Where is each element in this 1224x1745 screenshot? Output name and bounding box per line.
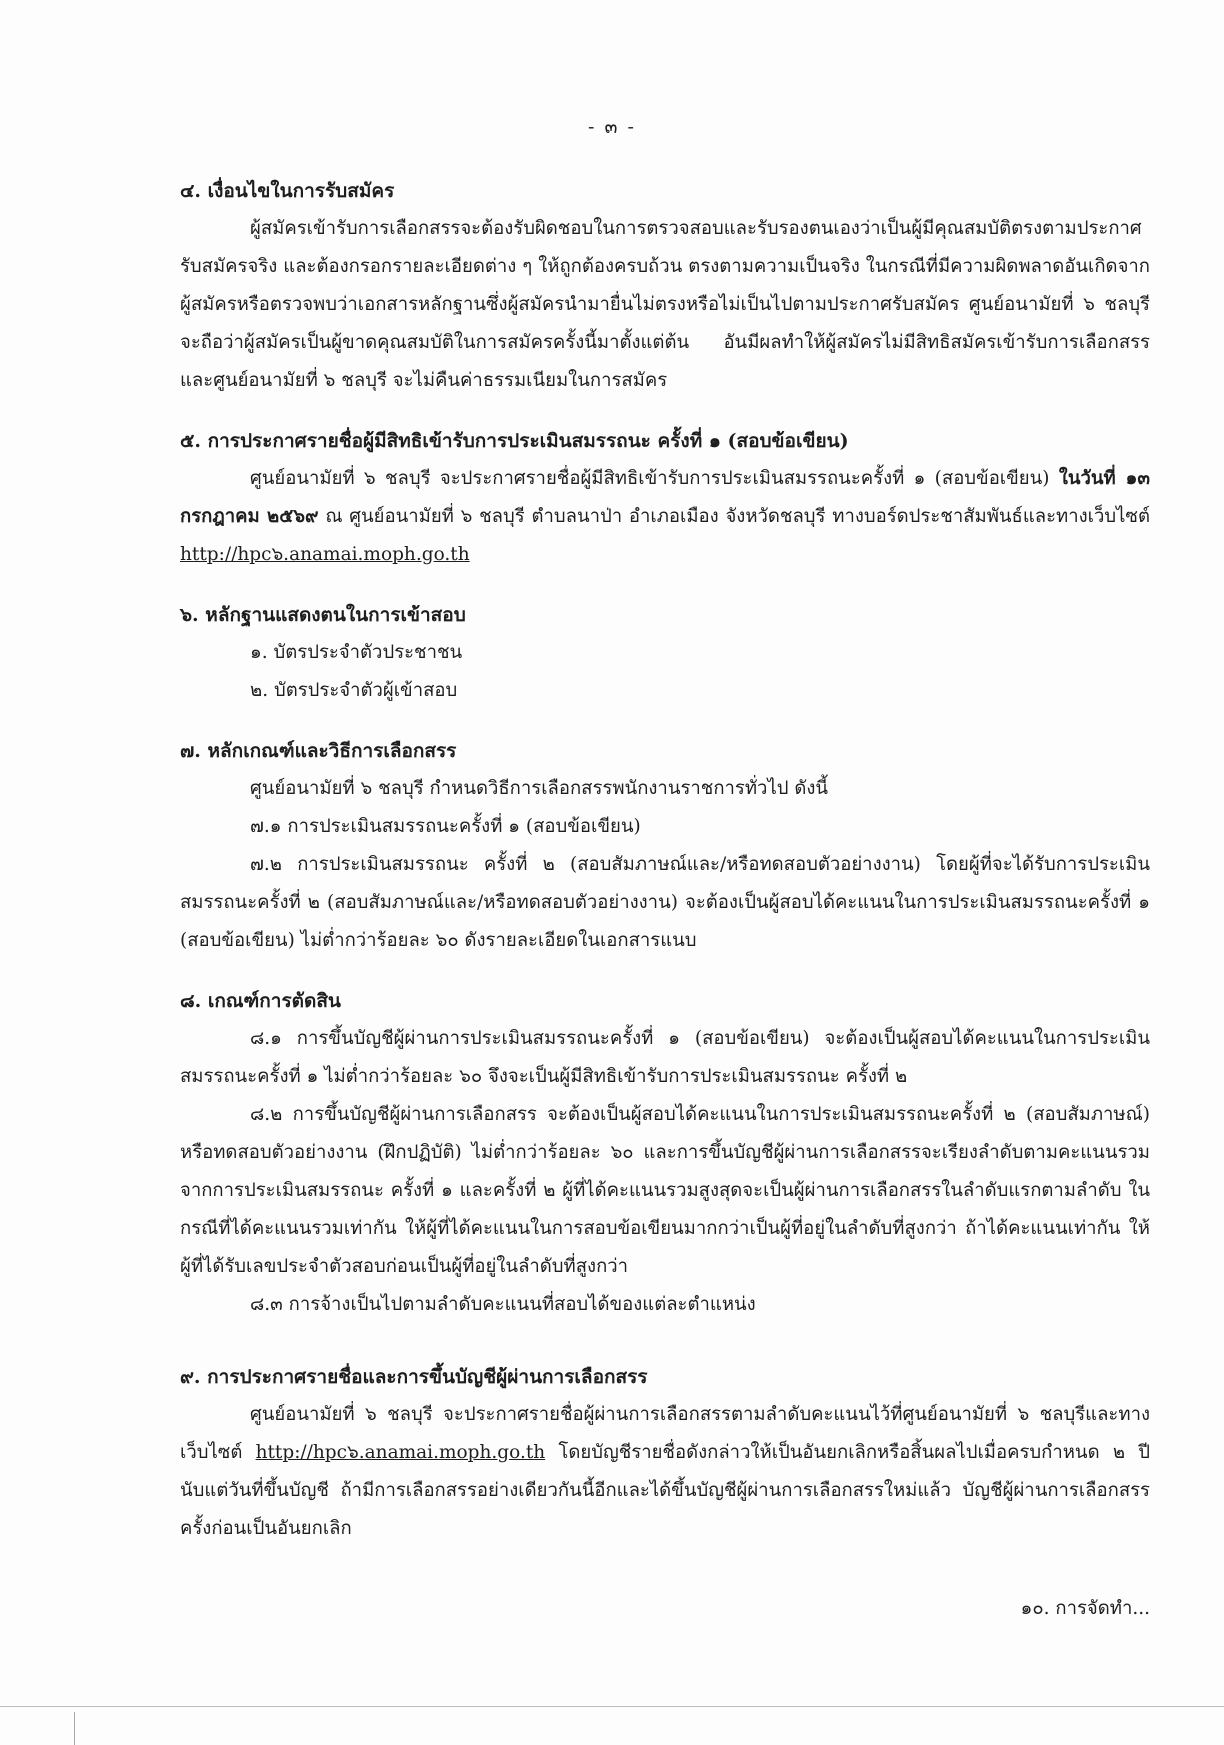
section-5-paragraph bbox=[180, 460, 1150, 574]
section-8-item-3: ๘.๓ การจ้างเป็นไปตามลำดับคะแนนที่สอบได้ของแต่ละตำแหน่ง bbox=[250, 1294, 756, 1315]
section-5 bbox=[180, 422, 1150, 574]
section-9-text-end: โดยบัญชีรายชื่อดังกล่าวให้เป็นอันยกเลิกหรือสิ้นผลไปเมื่อครบกำหนด ๒ ปี นับแต่วันที่ขึ้นบัญชี ถ้ามีการเลือกสรรอย่างเดียวกันนี้อีกและได้ขึ้นบัญชีผู้ผ่านการเลือกสรรใหม่แล้ว บัญชีผู้ผ่านการเลือกสรรครั้งก่อนเป็นอันยกเลิก bbox=[180, 1442, 1150, 1539]
page-number: - ๓ - bbox=[588, 116, 636, 138]
section-7 bbox=[180, 732, 1150, 960]
section-8-item-1: ๘.๑ การขึ้นบัญชีผู้ผ่านการประเมินสมรรถนะครั้งที่ ๑ (สอบข้อเขียน) จะต้องเป็นผู้สอบได้คะแนนในการประเมินสมรรถนะครั้งที่ ๑ ไม่ต่ำกว่าร้อยละ ๖๐ จึงจะเป็นผู้มีสิทธิเข้ารับการประเมินสมรรถนะ ครั้งที่ ๒ bbox=[180, 1028, 1150, 1087]
section-9 bbox=[180, 1358, 1150, 1548]
section-8-item-2: ๘.๒ การขึ้นบัญชีผู้ผ่านการเลือกสรร จะต้องเป็นผู้สอบได้คะแนนในการประเมินสมรรถนะครั้งที่ ๒ (สอบสัมภาษณ์) หรือทดสอบตัวอย่างงาน (ฝึกปฏิบัติ) ไม่ต่ำกว่าร้อยละ ๖๐ และการขึ้นบัญชีผู้ผ่านการเลือกสรรจะเรียงลำดับตามคะแนนรวมจากการประเมินสมรรถนะ ครั้งที่ ๑ และครั้งที่ ๒ ผู้ที่ได้คะแนนรวมสูงสุดจะเป็นผู้ผ่านการเลือกสรรในลำดับแรกตามลำดับ ในกรณีที่ได้คะแนนรวมเท่ากัน ให้ผู้ที่ได้คะแนนในการสอบข้อเขียนมากกว่าเป็นผู้ที่อยู่ในลำดับที่สูงกว่า ถ้าได้คะแนนเท่ากัน ให้ผู้ที่ได้รับเลขประจำตัวสอบก่อนเป็นผู้ที่อยู่ในลำดับที่สูงกว่า bbox=[180, 1104, 1150, 1277]
website-link[interactable]: http://hpc๖.anamai.moph.go.th bbox=[180, 544, 470, 565]
section-8 bbox=[180, 982, 1150, 1324]
section-6 bbox=[180, 596, 1150, 710]
section-9-paragraph bbox=[180, 1396, 1150, 1548]
continued-next-page: ๑๐. การจัดทำ... bbox=[1020, 1598, 1150, 1619]
section-5-text-mid: ณ ศูนย์อนามัยที่ ๖ ชลบุรี ตำบลนาป่า อำเภอเมือง จังหวัดชลบุรี ทางบอร์ดประชาสัมพันธ์และทางเว็บไซต์ bbox=[318, 506, 1150, 527]
section-7-item-2: ๗.๒ การประเมินสมรรถนะ ครั้งที่ ๒ (สอบสัมภาษณ์และ/หรือทดสอบตัวอย่างงาน) โดยผู้ที่จะได้รับการประเมินสมรรถนะครั้งที่ ๒ (สอบสัมภาษณ์และ/หรือทดสอบตัวอย่างงาน) จะต้องเป็นผู้สอบได้คะแนนในการประเมินสมรรถนะครั้งที่ ๑ (สอบข้อเขียน) ไม่ต่ำกว่าร้อยละ ๖๐ ดังรายละเอียดในเอกสารแนบ bbox=[180, 854, 1150, 951]
list-item: ๑. บัตรประจำตัวประชาชน bbox=[250, 642, 463, 663]
list-item: ๒. บัตรประจำตัวผู้เข้าสอบ bbox=[250, 680, 458, 701]
document-body bbox=[180, 172, 1150, 1548]
section-4-paragraph: ผู้สมัครเข้ารับการเลือกสรรจะต้องรับผิดชอบในการตรวจสอบและรับรองตนเองว่าเป็นผู้มีคุณสมบัติตรงตามประกาศรับสมัครจริง และต้องกรอกรายละเอียดต่าง ๆ ให้ถูกต้องครบถ้วน ตรงตามความเป็นจริง ในกรณีที่มีความผิดพลาดอันเกิดจากผู้สมัครหรือตรวจพบว่าเอกสารหลักฐานซึ่งผู้สมัครนำมายื่นไม่ตรงหรือไม่เป็นไปตามประกาศรับสมัคร ศูนย์อนามัยที่ ๖ ชลบุรี จะถือว่าผู้สมัครเป็นผู้ขาดคุณสมบัติในการสมัครครั้งนี้มาตั้งแต่ต้น อันมีผลทำให้ผู้สมัครไม่มีสิทธิสมัครเข้ารับการเลือกสรรและศูนย์อนามัยที่ ๖ ชลบุรี จะไม่คืนค่าธรรมเนียมในการสมัคร bbox=[180, 218, 1150, 391]
section-9-text-start: ศูนย์อนามัยที่ ๖ ชลบุรี จะประกาศรายชื่อผู้ผ่านการเลือกสรรตามลำดับคะแนนไว้ที่ศูนย์อนามัยที่ ๖ ชลบุรีและทางเว็บไซต์ bbox=[180, 1404, 1150, 1463]
website-link[interactable]: http://hpc๖.anamai.moph.go.th bbox=[255, 1442, 546, 1463]
section-4-heading: ๔. เงื่อนไขในการรับสมัคร bbox=[180, 180, 395, 202]
section-4 bbox=[180, 172, 1150, 400]
section-8-heading: ๘. เกณฑ์การตัดสิน bbox=[180, 990, 341, 1012]
section-5-text-start: ศูนย์อนามัยที่ ๖ ชลบุรี จะประกาศรายชื่อผู้มีสิทธิเข้ารับการประเมินสมรรถนะครั้งที่ ๑ (สอบข้อเขียน) bbox=[250, 468, 1059, 489]
scan-edge-mark bbox=[74, 1712, 75, 1745]
section-6-heading: ๖. หลักฐานแสดงตนในการเข้าสอบ bbox=[180, 604, 466, 626]
section-7-heading: ๗. หลักเกณฑ์และวิธีการเลือกสรร bbox=[180, 740, 457, 762]
section-7-intro: ศูนย์อนามัยที่ ๖ ชลบุรี กำหนดวิธีการเลือกสรรพนักงานราชการทั่วไป ดังนี้ bbox=[250, 778, 829, 799]
section-7-item-1: ๗.๑ การประเมินสมรรถนะครั้งที่ ๑ (สอบข้อเขียน) bbox=[250, 816, 641, 837]
announcement-date: ในวันที่ ๑๓ กรกฎาคม ๒๕๖๙ bbox=[180, 468, 1150, 527]
scan-edge-line bbox=[0, 1706, 1224, 1707]
section-9-heading: ๙. การประกาศรายชื่อและการขึ้นบัญชีผู้ผ่านการเลือกสรร bbox=[180, 1366, 648, 1388]
section-5-heading: ๕. การประกาศรายชื่อผู้มีสิทธิเข้ารับการประเมินสมรรถนะ ครั้งที่ ๑ (สอบข้อเขียน) bbox=[180, 430, 849, 452]
